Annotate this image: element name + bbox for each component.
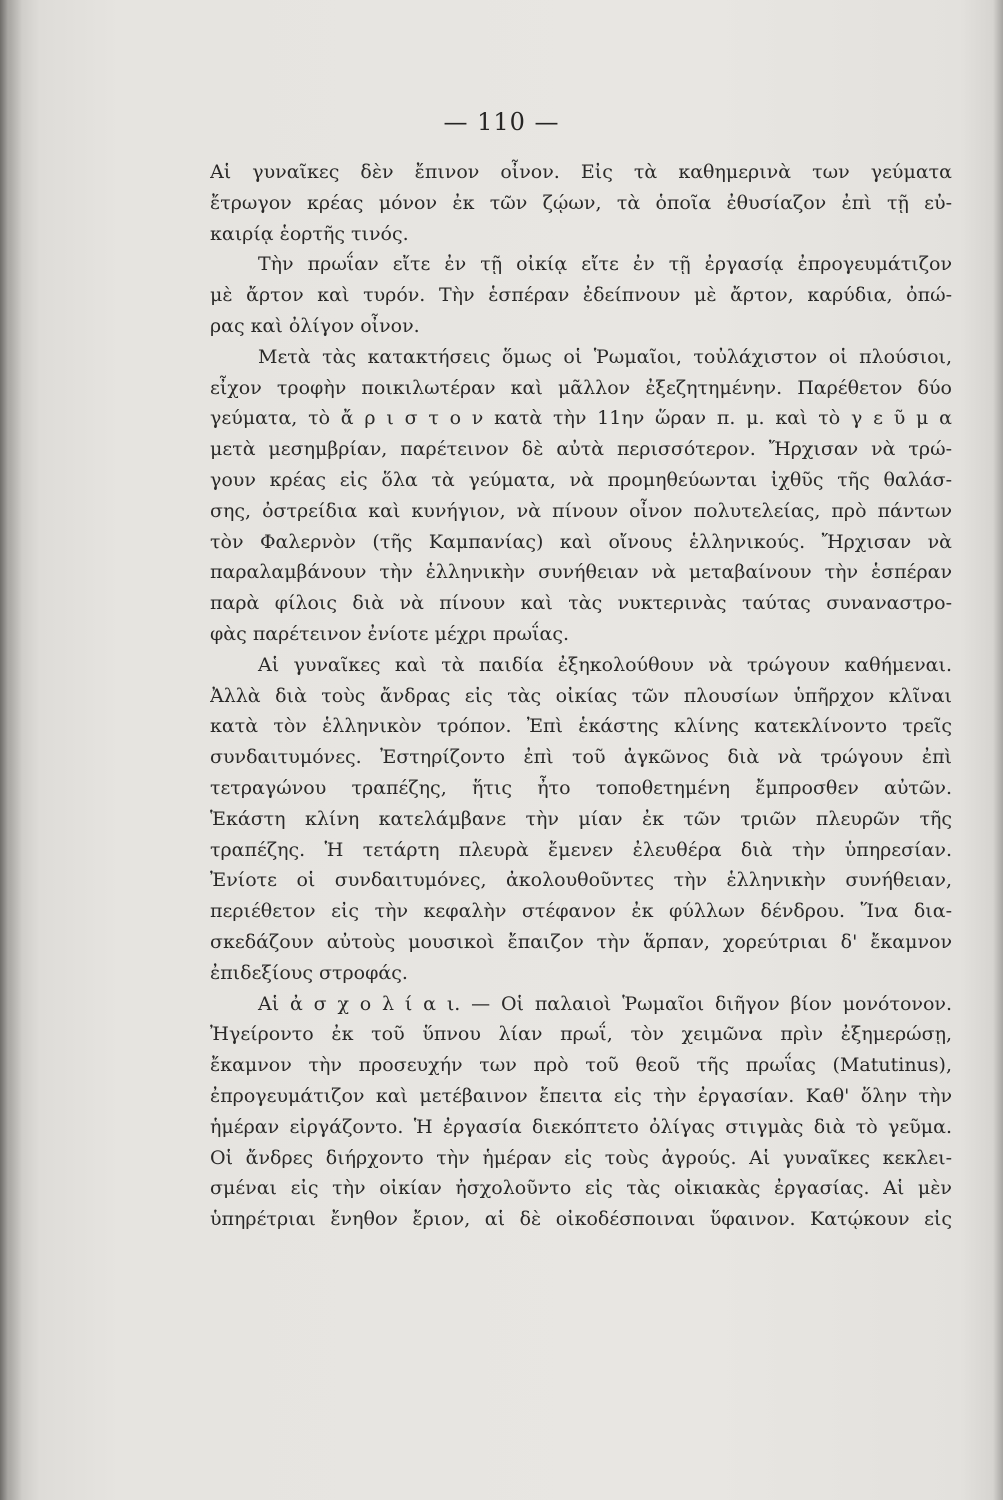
text-line: τετραγώνου τραπέζης, ἥτις ἦτο τοποθετημένη ἔμπροσθεν αὐτῶν. (210, 776, 952, 799)
text-line: ὑπηρέτριαι ἔνηθον ἔριον, αἱ δὲ οἰκοδέσποιναι ὕφαινον. Κατῴκουν εἰς (210, 1208, 952, 1231)
text-line: σκεδάζουν αὐτοὺς μουσικοὶ ἔπαιζον τὴν ἅρπαν, χορεύτριαι δ' ἔκαμνον (210, 930, 952, 953)
text-line: Μετὰ τὰς κατακτήσεις ὅμως οἱ Ῥωμαῖοι, τοὐλάχιστον οἱ πλούσιοι, (258, 345, 952, 368)
text-line: φὰς παρέτεινον ἐνίοτε μέχρι πρωΐας. (210, 622, 570, 645)
text-line: Τὴν πρωΐαν εἴτε ἐν τῇ οἰκίᾳ εἴτε ἐν τῇ ἐργασίᾳ ἐπρογευμάτιζον (258, 253, 952, 276)
text-line: τραπέζης. Ἡ τετάρτη πλευρὰ ἔμενεν ἐλευθέρα διὰ τὴν ὑπηρεσίαν. (210, 838, 952, 861)
text-line: περιέθετον εἰς τὴν κεφαλὴν στέφανον ἐκ φύλλων δένδρου. Ἵνα δια- (210, 900, 952, 923)
text-line: ρας καὶ ὀλίγον οἶνον. (210, 314, 420, 337)
text-line: Αἱ γυναῖκες καὶ τὰ παιδία ἐξηκολούθουν νὰ τρώγουν καθήμεναι. (258, 653, 952, 676)
text-line: Ἀλλὰ διὰ τοὺς ἄνδρας εἰς τὰς οἰκίας τῶν πλουσίων ὑπῆρχον κλῖναι (210, 684, 952, 707)
body-text (210, 157, 952, 1235)
text-line: μὲ ἄρτον καὶ τυρόν. Τὴν ἑσπέραν ἐδείπνουν μὲ ἄρτον, καρύδια, ὀπώ- (210, 284, 952, 307)
text-line: Οἱ ἄνδρες διήρχοντο τὴν ἡμέραν εἰς τοὺς ἀγρούς. Αἱ γυναῖκες κεκλει- (210, 1146, 952, 1169)
text-line: παρὰ φίλοις διὰ νὰ πίνουν καὶ τὰς νυκτερινὰς ταύτας συναναστρο- (210, 592, 952, 615)
text-line: ἡμέραν εἰργάζοντο. Ἡ ἐργασία διεκόπτετο ὀλίγας στιγμὰς διὰ τὸ γεῦμα. (210, 1115, 952, 1138)
text-line: Ἠγείροντο ἐκ τοῦ ὕπνου λίαν πρωΐ, τὸν χειμῶνα πρὶν ἐξημερώσῃ, (210, 1023, 952, 1046)
text-line: σης, ὀστρείδια καὶ κυνήγιον, νὰ πίνουν οἶνον πολυτελείας, πρὸ πάντων (210, 499, 952, 522)
text-line: Ἐνίοτε οἱ συνδαιτυμόνες, ἀκολουθοῦντες τὴν ἑλληνικὴν συνήθειαν, (210, 869, 952, 892)
binding-shadow (0, 0, 22, 1500)
text-line: γεύματα, τὸ ἄ ρ ι σ τ ο ν κατὰ τὴν 11ην ὥραν π. μ. καὶ τὸ γ ε ῦ μ α (210, 407, 952, 430)
text-line: Ἑκάστη κλίνη κατελάμβανε τὴν μίαν ἐκ τῶν τριῶν πλευρῶν τῆς (210, 807, 952, 830)
text-line: μετὰ μεσημβρίαν, παρέτεινον δὲ αὐτὰ περισσότερον. Ἤρχισαν νὰ τρώ- (210, 438, 952, 461)
text-line: ἔκαμνον τὴν προσευχήν των πρὸ τοῦ θεοῦ τῆς πρωΐας (Matutinus), (210, 1054, 952, 1077)
page-edge-shadow (993, 0, 1003, 1500)
text-line: ἐπρογευμάτιζον καὶ μετέβαινον ἔπειτα εἰς τὴν ἐργασίαν. Καθ' ὅλην τὴν (210, 1084, 952, 1107)
page-number: — 110 — (443, 108, 560, 136)
text-line: γουν κρέας εἰς ὅλα τὰ γεύματα, νὰ προμηθεύωνται ἰχθῦς τῆς θαλάσ- (210, 468, 952, 491)
text-line: συνδαιτυμόνες. Ἐστηρίζοντο ἐπὶ τοῦ ἀγκῶνος διὰ νὰ τρώγουν ἐπὶ (210, 746, 952, 769)
text-line: καιρίᾳ ἑορτῆς τινός. (210, 222, 409, 245)
text-line: εἶχον τροφὴν ποικιλωτέραν καὶ μᾶλλον ἐξεζητημένην. Παρέθετον δύο (210, 376, 952, 399)
text-line: Αἱ γυναῖκες δὲν ἔπινον οἶνον. Εἰς τὰ καθημερινὰ των γεύματα (210, 161, 952, 183)
text-line: ἔτρωγον κρέας μόνον ἐκ τῶν ζῴων, τὰ ὁποῖα ἐθυσίαζον ἐπὶ τῇ εὐ- (210, 191, 952, 214)
text-line: ἐπιδεξίους στροφάς. (210, 961, 408, 984)
text-line: κατὰ τὸν ἑλληνικὸν τρόπον. Ἐπὶ ἑκάστης κλίνης κατεκλίνοντο τρεῖς (210, 715, 952, 738)
text-line: Αἱ ἀ σ χ ο λ ί α ι. — Οἱ παλαιοὶ Ῥωμαῖοι διῆγον βίον μονότονον. (258, 992, 952, 1015)
text-line: τὸν Φαλερνὸν (τῆς Καμπανίας) καὶ οἴνους ἑλληνικούς. Ἤρχισαν νὰ (210, 530, 952, 553)
text-line: σμέναι εἰς τὴν οἰκίαν ἠσχολοῦντο εἰς τὰς οἰκιακὰς ἐργασίας. Αἱ μὲν (210, 1177, 952, 1200)
text-line: παραλαμβάνουν τὴν ἑλληνικὴν συνήθειαν νὰ μεταβαίνουν τὴν ἑσπέραν (210, 561, 952, 584)
